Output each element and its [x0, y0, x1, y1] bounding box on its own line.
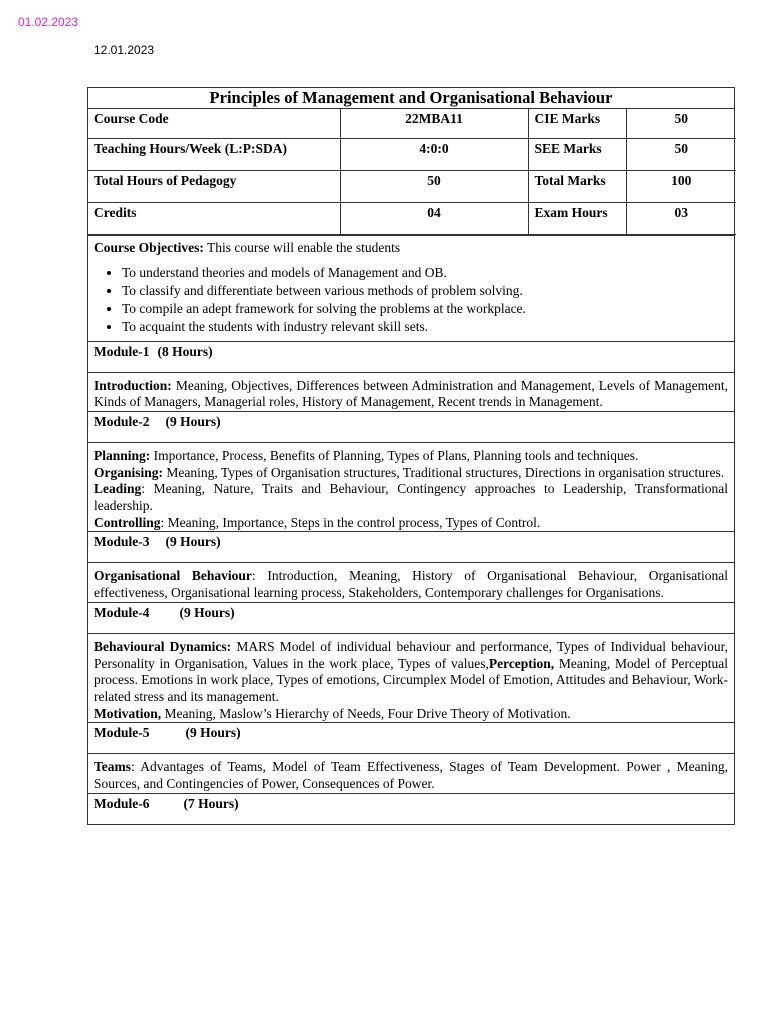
module-hours: (9 Hours): [179, 604, 235, 620]
info-row: [88, 109, 736, 138]
module-heading: [88, 602, 734, 633]
stamp-date: 01.02.2023: [18, 15, 79, 29]
module-paragraph: [94, 639, 728, 706]
objective-item: • To understand theories and models of Management and OB.: [122, 264, 728, 282]
module-content: [88, 562, 734, 601]
info-value: 03: [626, 202, 736, 234]
module-content: [88, 372, 734, 411]
module-paragraph: [94, 759, 728, 792]
module-paragraph: [94, 481, 728, 514]
objective-item: • To acquaint the students with industry relevant skill sets.: [122, 318, 728, 336]
info-label: Credits: [88, 202, 340, 234]
topic-label: Leading: [94, 481, 142, 497]
topic-label: Motivation,: [94, 705, 162, 721]
module-hours: (9 Hours): [165, 413, 221, 429]
module-name: Module-4: [94, 604, 150, 620]
topic-label: Organisational Behaviour: [94, 568, 252, 584]
objectives-list: [94, 264, 728, 336]
module-content: [88, 753, 734, 792]
info-value: 50: [626, 109, 736, 138]
module-hours: (8 Hours): [157, 343, 213, 359]
topic-label: Introduction:: [94, 377, 172, 393]
topic-label: Controlling: [94, 514, 161, 530]
module-paragraph: [94, 568, 728, 601]
topic-text: MARS Model of individual behaviour and performance, Types of Individual behaviour, Personality in Organisation, Values in the work place, Types of values,: [94, 638, 728, 671]
objective-item: • To classify and differentiate between various methods of problem solving.: [122, 282, 728, 300]
topic-label: Planning:: [94, 447, 151, 463]
info-value: 04: [340, 202, 528, 234]
topic-text: : Meaning, Nature, Traits and Behaviour, Contingency approaches to Leadership, Transformational leadership.: [94, 481, 728, 514]
module-paragraph: [94, 448, 728, 465]
topic-text: Importance, Process, Benefits of Planning, Types of Plans, Planning tools and techniques.: [150, 447, 639, 463]
module-heading: [88, 793, 734, 824]
topic-text: : Introduction, Meaning, History of Organisational Behaviour, Organisational effectiveness, Organisational learning process, Stakeholders, Contemporary challenges for Organisations.: [94, 568, 728, 601]
module-name: Module-5: [94, 725, 150, 741]
module-name: Module-3: [94, 534, 150, 550]
info-value: 50: [340, 170, 528, 202]
module-hours: (9 Hours): [185, 725, 241, 741]
module-name: Module-1: [94, 343, 150, 359]
syllabus-sheet: [87, 87, 735, 825]
info-value: 4:0:0: [340, 138, 528, 170]
info-label: CIE Marks: [528, 109, 626, 138]
module-paragraph: [94, 515, 728, 532]
topic-text: : Meaning, Importance, Steps in the control process, Types of Control.: [160, 514, 541, 530]
objective-item: • To compile an adept framework for solving the problems at the workplace.: [122, 300, 728, 318]
topic-label: Behavioural Dynamics:: [94, 638, 232, 654]
module-content: [88, 633, 734, 723]
course-title: Principles of Management and Organisational Behaviour: [88, 88, 734, 109]
topic-text: Meaning, Types of Organisation structures, Traditional structures, Directions in organisation structures.: [163, 464, 725, 480]
module-content: [88, 442, 734, 532]
module-hours: (7 Hours): [183, 795, 239, 811]
module-hours: (9 Hours): [165, 534, 221, 550]
info-value: 22MBA11: [340, 109, 528, 138]
info-row: [88, 170, 736, 202]
module-name: Module-2: [94, 413, 150, 429]
info-row: [88, 138, 736, 170]
topic-label: Perception,: [488, 655, 555, 671]
module-heading: [88, 722, 734, 753]
module-heading: [88, 531, 734, 562]
info-label: SEE Marks: [528, 138, 626, 170]
topic-text: Meaning, Maslow’s Hierarchy of Needs, Four Drive Theory of Motivation.: [161, 705, 571, 721]
objectives-intro: [94, 240, 728, 257]
module-paragraph: [94, 465, 728, 482]
module-paragraph: [94, 706, 728, 723]
module-heading: [88, 341, 734, 372]
info-label: Total Marks: [528, 170, 626, 202]
objectives-intro-text: This course will enable the students: [203, 239, 401, 255]
objectives-label: Course Objectives:: [94, 239, 204, 255]
module-paragraph: [94, 378, 728, 411]
topic-label: Teams: [94, 759, 132, 775]
module-heading: [88, 411, 734, 442]
topic-text: : Advantages of Teams, Model of Team Effectiveness, Stages of Team Development. Power , Meaning, Sources, and Contingencies of Power, Consequences of Power.: [94, 759, 728, 792]
info-label: Teaching Hours/Week (L:P:SDA): [88, 138, 340, 170]
info-label: Total Hours of Pedagogy: [88, 170, 340, 202]
module-name: Module-6: [94, 795, 150, 811]
modules: [88, 341, 734, 824]
topic-text: Meaning, Model of Perceptual process. Emotions in work place, Types of emotions, Circumplex Model of Emotion, Attitudes and Behaviour, Work-related stress and its management.: [94, 655, 728, 704]
course-objectives: [88, 235, 734, 341]
info-value: 100: [626, 170, 736, 202]
topic-label: Organising:: [94, 464, 164, 480]
course-info-table: [88, 109, 736, 235]
info-value: 50: [626, 138, 736, 170]
topic-text: Meaning, Objectives, Differences between Administration and Management, Levels of Management, Kinds of Managers, Managerial roles, History of Management, Recent trends in Management.: [94, 377, 728, 410]
document-date: 12.01.2023: [94, 43, 155, 57]
info-row: [88, 202, 736, 234]
info-label: Exam Hours: [528, 202, 626, 234]
info-label: Course Code: [88, 109, 340, 138]
